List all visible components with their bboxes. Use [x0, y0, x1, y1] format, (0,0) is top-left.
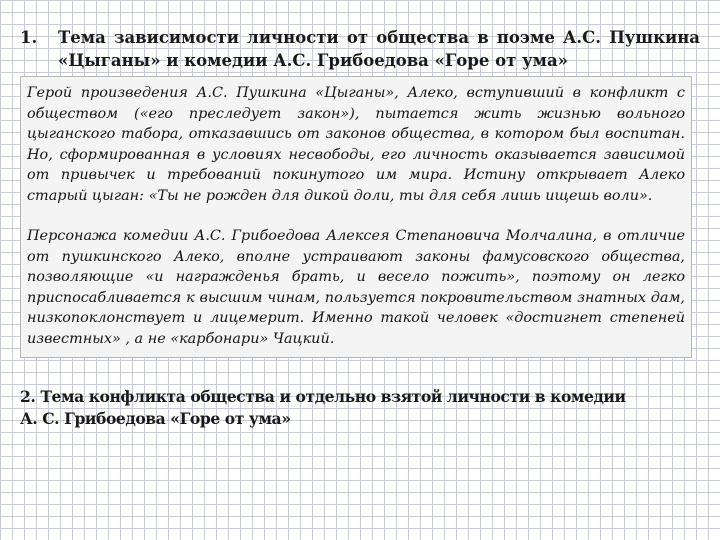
quote-box [20, 76, 692, 358]
quote-paragraph-aleko: Герой произведения А.С. Пушкина «Цыганы», Алеко, вступивший в конфликт с обществом («его преследует закон»), пытается жить жизнью вольного цыганского табора, отказавшись от законов общества, в котором был воспитан. Но, сформированная в условиях несвободы, его личность оказывается зависимой от привычек и требований покинутого им мира. Истину открывает Алеко старый цыган: «Ты не рожден для дикой доли, ты для себя лишь ищешь воли». [27, 85, 685, 204]
section-1-heading [20, 26, 700, 72]
quote-paragraph-molchalin: Персонажа комедии А.С. Грибоедова Алексея Степановича Молчалина, в отличие от пушкинского Алеко, вполне устраивают законы фамусовского общества, позволяющие «и награжденья брать, и весело пожить», поэтому он легко приспосабливается к высшим чинам, пользуется покровительством знатных дам, низкопоклонствует и лицемерит. Именно такой человек «достигнет степеней известных» , а не «карбонари» Чацкий. [27, 228, 685, 347]
section-1-number: 1. [20, 28, 38, 47]
section-2-heading [20, 386, 700, 430]
section-2-title-line2: А. С. Грибоедова «Горе от ума» [20, 409, 291, 428]
section-1-title: Тема зависимости личности от общества в поэме А.С. Пушкина «Цыганы» и комедии А.С. Грибоедова «Горе от ума» [58, 28, 700, 70]
section-2-title-line1: 2. Тема конфликта общества и отдельно взятой личности в комедии [20, 387, 626, 406]
